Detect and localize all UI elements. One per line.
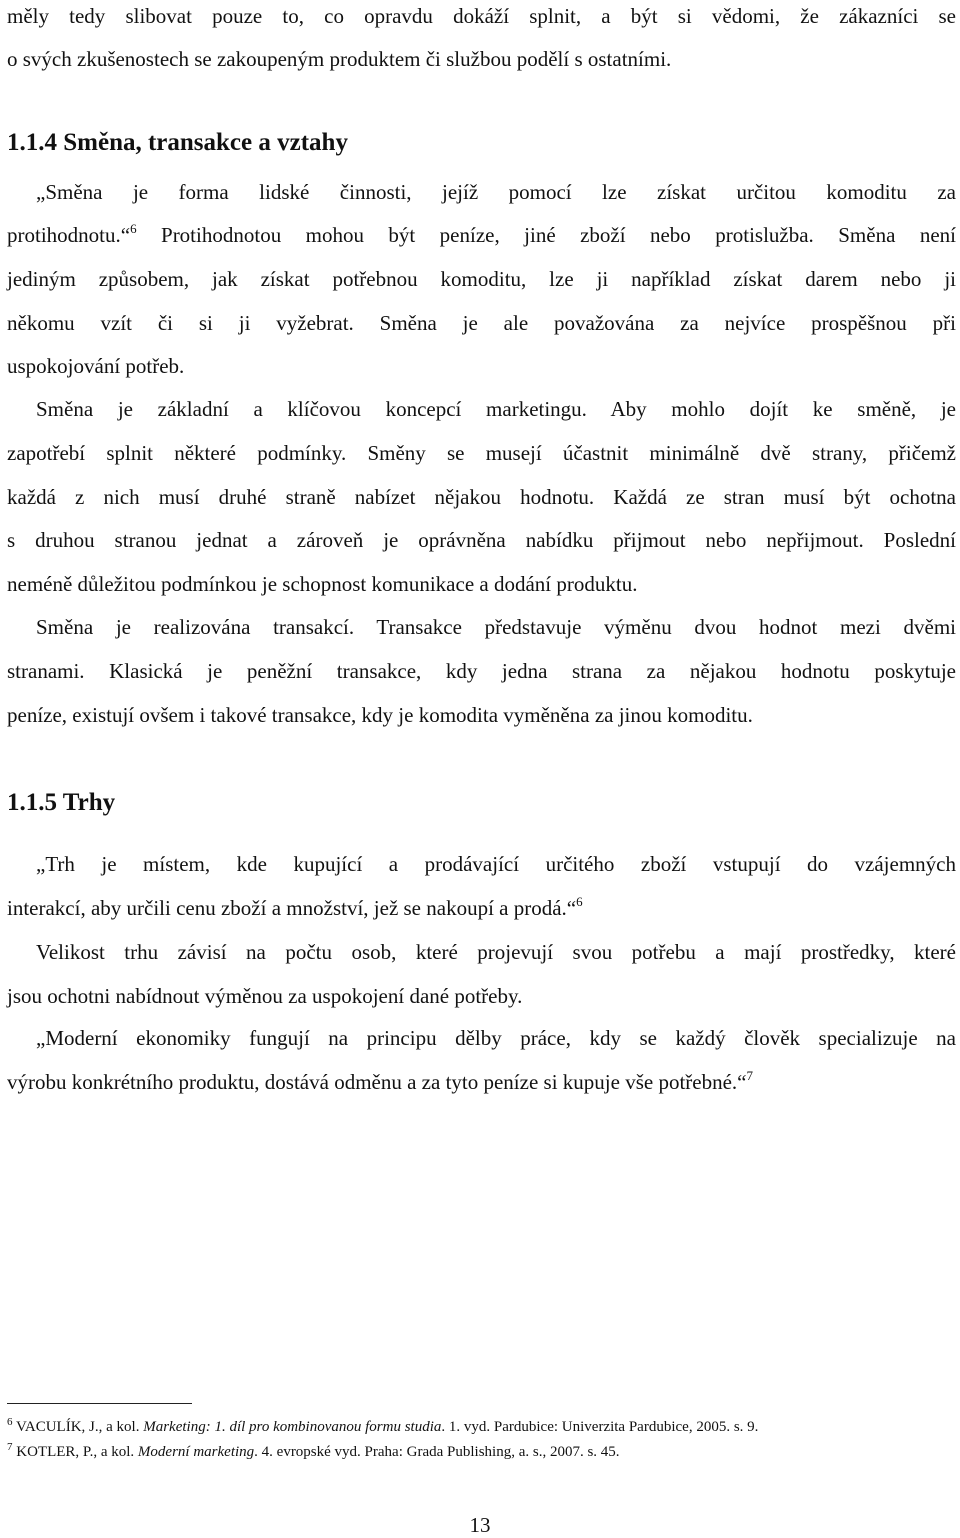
footnote-publication: . 1. vyd. Pardubice: Univerzita Pardubice, 2005. s. 9.	[441, 1419, 759, 1435]
body-line: někomu vzít či si ji vyžebrat. Směna je ale považována za nejvíce prospěšnou při	[7, 311, 956, 335]
footnote-number: 6	[7, 1416, 13, 1428]
body-line: stranami. Klasická je peněžní transakce, kdy jedna strana za nějakou hodnotu poskytuje	[7, 659, 956, 683]
footnote-7	[7, 1443, 620, 1461]
body-line	[7, 895, 956, 921]
section-heading-1-1-4: 1.1.4 Směna, transakce a vztahy	[7, 129, 348, 156]
body-line: jsou ochotni nabídnout výměnou za uspokojení dané potřeby.	[7, 984, 523, 1008]
page-number: 13	[469, 1513, 491, 1537]
footnote-publication: . 4. evropské vyd. Praha: Grada Publishing, a. s., 2007. s. 45.	[254, 1444, 620, 1460]
body-line: měly tedy slibovat pouze to, co opravdu dokáží splnit, a být si vědomi, že zákazníci se	[7, 4, 956, 28]
footnote-separator	[7, 1403, 192, 1404]
body-line	[7, 1069, 956, 1095]
section-heading-1-1-5: 1.1.5 Trhy	[7, 789, 116, 816]
body-line: „Směna je forma lidské činnosti, jejíž pomocí lze získat určitou komoditu za	[36, 180, 956, 204]
footnote-number: 7	[7, 1441, 13, 1453]
footnote-ref: 6	[130, 221, 137, 236]
body-line: „Trh je místem, kde kupující a prodávající určitého zboží vstupují do vzájemných	[36, 852, 956, 876]
body-text: výrobu konkrétního produktu, dostává odměnu a za tyto peníze si kupuje vše potřebné.“	[7, 1070, 747, 1094]
body-line: o svých zkušenostech se zakoupeným produktem či službou podělí s ostatními.	[7, 47, 672, 71]
body-line: peníze, existují ovšem i takové transakce, kdy je komodita vyměněna za jinou komoditu.	[7, 703, 753, 727]
body-line: Velikost trhu závisí na počtu osob, které projevují svou potřebu a mají prostředky, které	[36, 940, 956, 964]
body-text: Protihodnotou mohou být peníze, jiné zboží nebo protislužba. Směna není	[136, 223, 956, 247]
body-line: jediným způsobem, jak získat potřebnou komoditu, lze ji například získat darem nebo ji	[7, 267, 956, 291]
body-line: neméně důležitou podmínkou je schopnost komunikace a dodání produktu.	[7, 572, 638, 596]
body-line	[7, 222, 956, 248]
footnote-title: Marketing: 1. díl pro kombinovanou formu studia	[143, 1419, 442, 1435]
footnote-ref: 6	[576, 894, 583, 909]
body-text: protihodnotu.“	[7, 223, 131, 247]
body-line: zapotřebí splnit některé podmínky. Směny se musejí účastnit minimálně dvě strany, přičemž	[7, 441, 956, 465]
body-line: Směna je základní a klíčovou koncepcí marketingu. Aby mohlo dojít ke směně, je	[36, 397, 956, 421]
body-text: interakcí, aby určili cenu zboží a množství, jež se nakoupí a prodá.“	[7, 896, 577, 920]
footnote-author: KOTLER, P., a kol.	[16, 1444, 138, 1460]
footnote-author: VACULÍK, J., a kol.	[15, 1419, 144, 1435]
body-line: s druhou stranou jednat a zároveň je oprávněna nabídku přijmout nebo nepřijmout. Poslední	[7, 528, 956, 552]
body-line: uspokojování potřeb.	[7, 354, 185, 378]
body-line: „Moderní ekonomiky fungují na principu dělby práce, kdy se každý člověk specializuje na	[36, 1026, 956, 1050]
body-line: Směna je realizována transakcí. Transakce představuje výměnu dvou hodnot mezi dvěmi	[36, 615, 956, 639]
footnote-ref: 7	[746, 1068, 753, 1083]
body-line: každá z nich musí druhé straně nabízet nějakou hodnotu. Každá ze stran musí být ochotna	[7, 485, 956, 509]
footnote-6	[7, 1418, 758, 1436]
footnote-title: Moderní marketing	[137, 1444, 255, 1460]
